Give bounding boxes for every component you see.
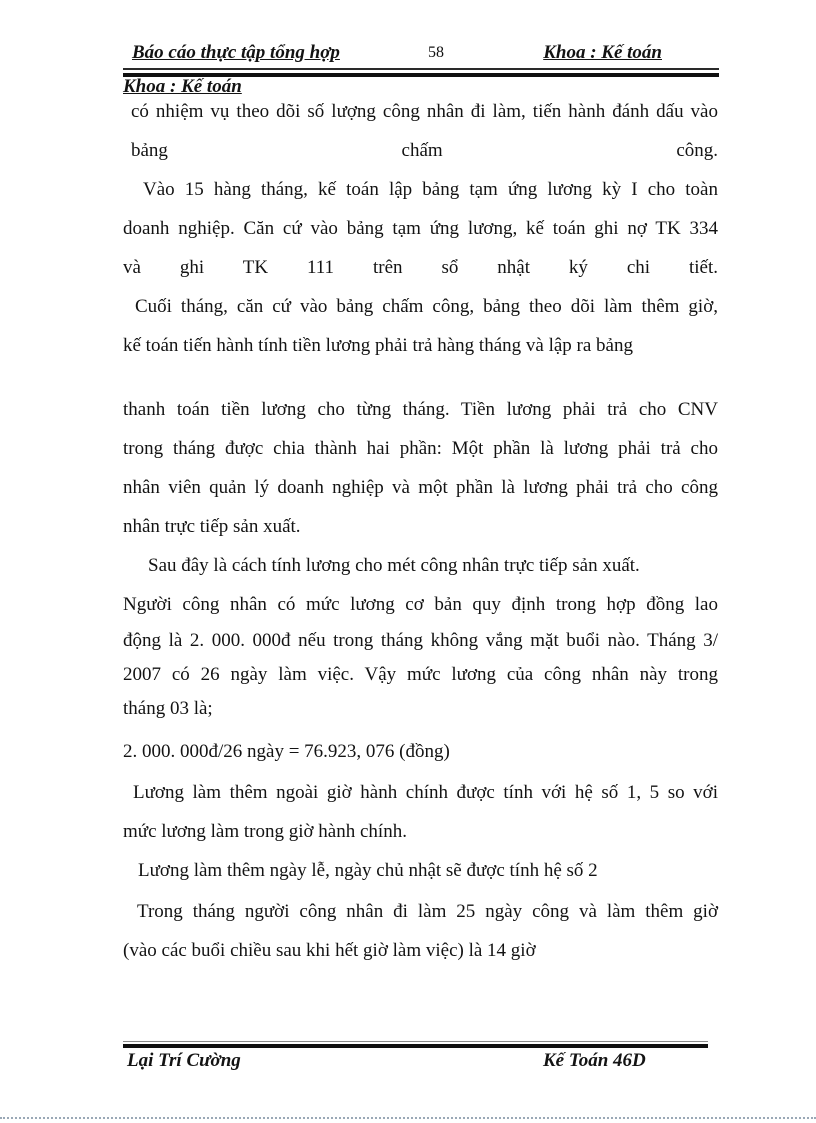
page-boundary-dotted-line xyxy=(0,1117,816,1119)
page-header xyxy=(123,42,718,66)
header-page-number: 58 xyxy=(428,44,444,61)
text-line: trong tháng được chia thành hai phần: Một phần là lương phải trả cho xyxy=(123,438,718,459)
text-line: doanh nghiệp. Căn cứ vào bảng tạm ứng lương, kế toán ghi nợ TK 334 xyxy=(123,218,718,239)
text-line: động là 2. 000. 000đ nếu trong tháng không vắng mặt buổi nào. Tháng 3/ xyxy=(123,630,718,651)
footer-double-rule xyxy=(123,1041,708,1048)
header-faculty-title: Khoa : Kế toán xyxy=(543,42,662,63)
text-line: và ghi TK 111 trên sổ nhật ký chi tiết. xyxy=(123,257,718,278)
text-line: Cuối tháng, căn cứ vào bảng chấm công, bảng theo dõi làm thêm giờ, xyxy=(135,296,718,317)
text-line: Sau đây là cách tính lương cho mét công nhân trực tiếp sản xuất. xyxy=(148,555,640,576)
text-line: có nhiệm vụ theo dõi số lượng công nhân đi làm, tiến hành đánh dấu vào xyxy=(131,101,718,122)
header-report-title: Báo cáo thực tập tổng hợp xyxy=(132,42,340,63)
document-body xyxy=(123,92,718,970)
footer-author-name: Lại Trí Cường xyxy=(127,1050,241,1071)
text-line: Trong tháng người công nhân đi làm 25 ngày công và làm thêm giờ xyxy=(137,901,718,922)
text-line: tháng 03 là; xyxy=(123,698,213,719)
header-faculty-subtitle: Khoa : Kế toán xyxy=(123,76,242,97)
text-line: mức lương làm trong giờ hành chính. xyxy=(123,821,407,842)
text-line: (vào các buổi chiều sau khi hết giờ làm việc) là 14 giờ xyxy=(123,940,536,961)
text-line: Lương làm thêm ngoài giờ hành chính được tính với hệ số 1, 5 so với xyxy=(133,782,718,803)
footer-class-name: Kế Toán 46D xyxy=(543,1050,646,1071)
text-line: Người công nhân có mức lương cơ bản quy định trong hợp đồng lao xyxy=(123,594,718,615)
text-line: thanh toán tiền lương cho từng tháng. Tiền lương phải trả cho CNV xyxy=(123,399,718,420)
text-line: Lương làm thêm ngày lễ, ngày chủ nhật sẽ được tính hệ số 2 xyxy=(138,860,598,881)
text-line: Vào 15 hàng tháng, kế toán lập bảng tạm ứng lương kỳ I cho toàn xyxy=(143,179,718,200)
text-line: kế toán tiến hành tính tiền lương phải trả hàng tháng và lập ra bảng xyxy=(123,335,633,356)
text-line: nhân viên quản lý doanh nghiệp và một phần là lương phải trả cho công xyxy=(123,477,718,498)
text-line: 2007 có 26 ngày làm việc. Vậy mức lương của công nhân này trong xyxy=(123,664,718,685)
text-line: 2. 000. 000đ/26 ngày = 76.923, 076 (đồng) xyxy=(123,741,450,762)
text-line: bảng chấm công. xyxy=(131,140,718,161)
text-line: nhân trực tiếp sản xuất. xyxy=(123,516,301,537)
